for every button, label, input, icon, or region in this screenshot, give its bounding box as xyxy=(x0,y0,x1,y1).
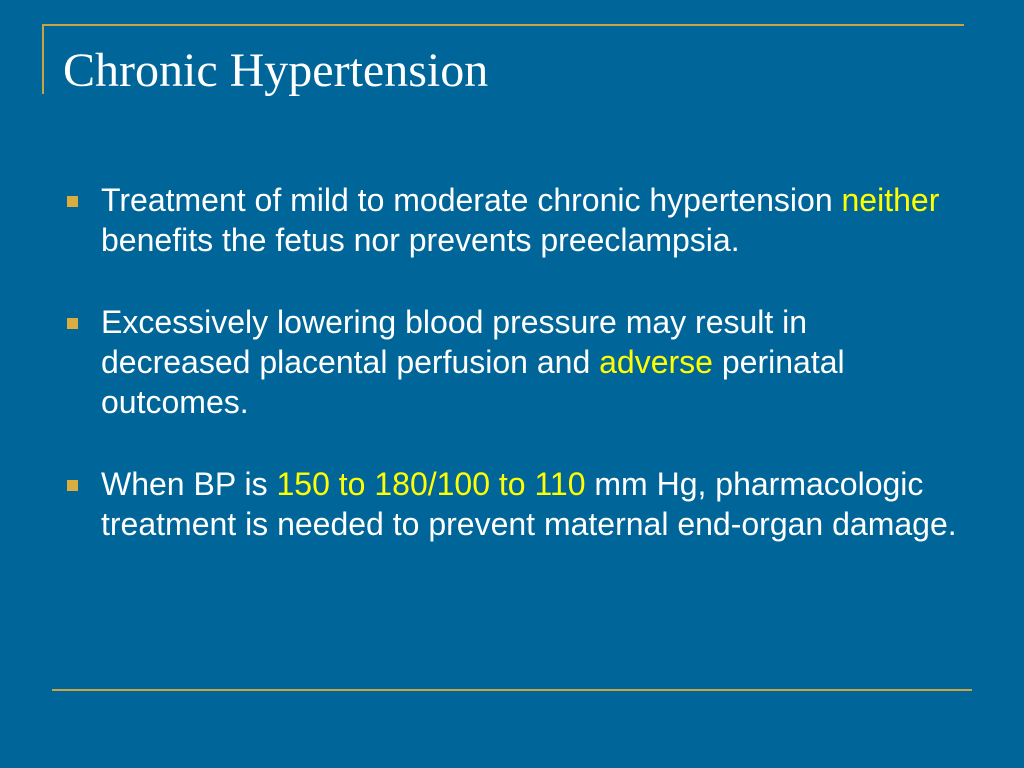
bullet-text: Treatment of mild to moderate chronic hypertension xyxy=(101,182,833,218)
highlighted-term: 150 to 180/100 to 110 xyxy=(276,466,586,502)
bullet-item xyxy=(64,180,964,260)
top-accent-rule xyxy=(42,24,964,26)
left-accent-rule xyxy=(42,24,44,94)
square-bullet-icon xyxy=(67,480,78,491)
bullet-text: mm Hg, pharmacologic treatment is needed to prevent maternal end-organ damage. xyxy=(101,466,957,542)
square-bullet-icon xyxy=(67,196,78,207)
square-bullet-icon xyxy=(67,318,78,329)
slide-title: Chronic Hypertension xyxy=(63,44,489,97)
bullet-text: benefits the fetus nor prevents preeclampsia. xyxy=(101,222,740,258)
bottom-accent-rule xyxy=(52,689,972,691)
bullet-text: perinatal outcomes. xyxy=(101,344,845,420)
highlighted-term: adverse xyxy=(599,344,713,380)
bullet-item xyxy=(64,464,964,544)
highlighted-term: neither xyxy=(841,182,940,218)
bullet-list xyxy=(64,180,964,544)
bullet-text: When BP is xyxy=(101,466,268,502)
bullet-item xyxy=(64,302,964,422)
bullet-text: Excessively lowering blood pressure may result in decreased placental perfusion and xyxy=(101,304,808,380)
